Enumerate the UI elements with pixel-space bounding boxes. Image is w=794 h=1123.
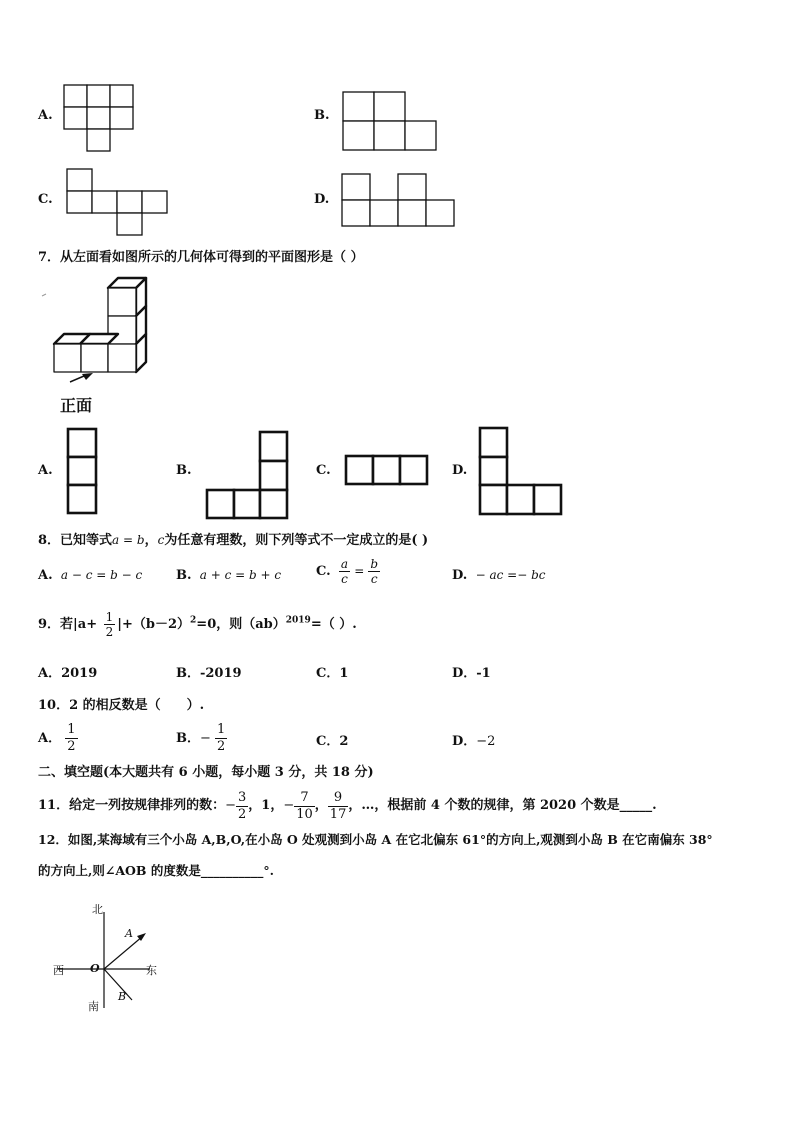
- q6-option-b-label[interactable]: B.: [314, 108, 330, 123]
- q6-option-c-figure: [66, 168, 172, 240]
- q6-option-c-label[interactable]: C.: [38, 192, 53, 207]
- q7-option-d-figure: [478, 426, 566, 518]
- q11-stem: 11．给定一列按规律排列的数： − $\frac{3}{2}$ ，1， − $\frac{7}{10}$ ， $\frac{9}{17}$ ，…，根据前 4 个数的规律，第 2020 个数是_____.: [38, 789, 657, 822]
- q10-option-a[interactable]: A． $\frac{1}{2}$: [38, 722, 76, 754]
- q7-option-d-label[interactable]: D.: [452, 463, 468, 478]
- q12-south-label: 南: [88, 1000, 99, 1013]
- q6-option-b-figure: [341, 91, 441, 153]
- q8-option-a[interactable]: A. a − c = b − c: [38, 568, 143, 583]
- q12-west-label: 西: [53, 964, 64, 977]
- q7-option-a-figure: [66, 427, 100, 517]
- q12-north-label: 北: [92, 903, 103, 916]
- q10-option-b[interactable]: B．− $\frac{1}{2}$: [176, 722, 226, 754]
- q9-stem: 9．若|a+ $\frac{1}{2}$ $|+(b-2)^2=0$，则（ab）$^{2019}$=（ ）.: [38, 610, 357, 639]
- q12-point-o: O: [90, 962, 100, 975]
- q8-stem: 8．已知等式a = b，c为任意有理数，则下列等式不一定成立的是( ): [38, 533, 429, 548]
- q12-east-label: 东: [146, 964, 157, 977]
- q7-stem: 7．从左面看如图所示的几何体可得到的平面图形是（ ）: [38, 250, 364, 265]
- q10-option-d[interactable]: D．−2: [452, 734, 496, 749]
- q9-option-c[interactable]: C．1: [316, 666, 349, 681]
- q7-option-b-figure: [205, 430, 293, 520]
- q10-option-c[interactable]: C．2: [316, 734, 349, 749]
- q9-option-b[interactable]: B．-2019: [176, 666, 242, 681]
- q12-stem-line-2: 的方向上,则∠AOB 的度数是__________°.: [38, 863, 274, 878]
- q8-option-c[interactable]: C. $\frac{a}{c}$ = $\frac{b}{c}$: [316, 557, 379, 586]
- q7-option-a-label[interactable]: A.: [38, 463, 53, 478]
- q7-option-c-figure: [344, 454, 430, 488]
- q6-option-d-label[interactable]: D.: [314, 192, 330, 207]
- q12-point-a: A: [125, 927, 133, 940]
- q6-option-a-label[interactable]: A.: [38, 108, 53, 123]
- q12-point-b: B: [118, 990, 127, 1003]
- q6-option-d-figure: [341, 173, 459, 229]
- q7-front-label: 正面: [60, 396, 93, 415]
- q8-option-d[interactable]: D. − ac =− bc: [452, 568, 546, 583]
- section-2-heading: 二、填空题(本大题共有 6 小题，每小题 3 分，共 18 分): [38, 765, 374, 780]
- q6-option-a-figure: [62, 84, 142, 156]
- q7-solid-figure: [42, 276, 157, 388]
- q7-option-b-label[interactable]: B.: [176, 463, 192, 478]
- q8-option-b[interactable]: B. a + c = b + c: [176, 568, 282, 583]
- q10-stem: 10．2 的相反数是（ ）.: [38, 698, 205, 713]
- q12-stem-line-1: 12．如图,某海域有三个小岛 A,B,O,在小岛 O 处观测到小岛 A 在它北偏东 61°的方向上,观测到小岛 B 在它南偏东 38°: [38, 832, 713, 847]
- q9-option-d[interactable]: D．-1: [452, 666, 491, 681]
- q7-option-c-label[interactable]: C.: [316, 463, 331, 478]
- q9-option-a[interactable]: A．2019: [38, 666, 98, 681]
- q12-compass-figure: [50, 900, 170, 1015]
